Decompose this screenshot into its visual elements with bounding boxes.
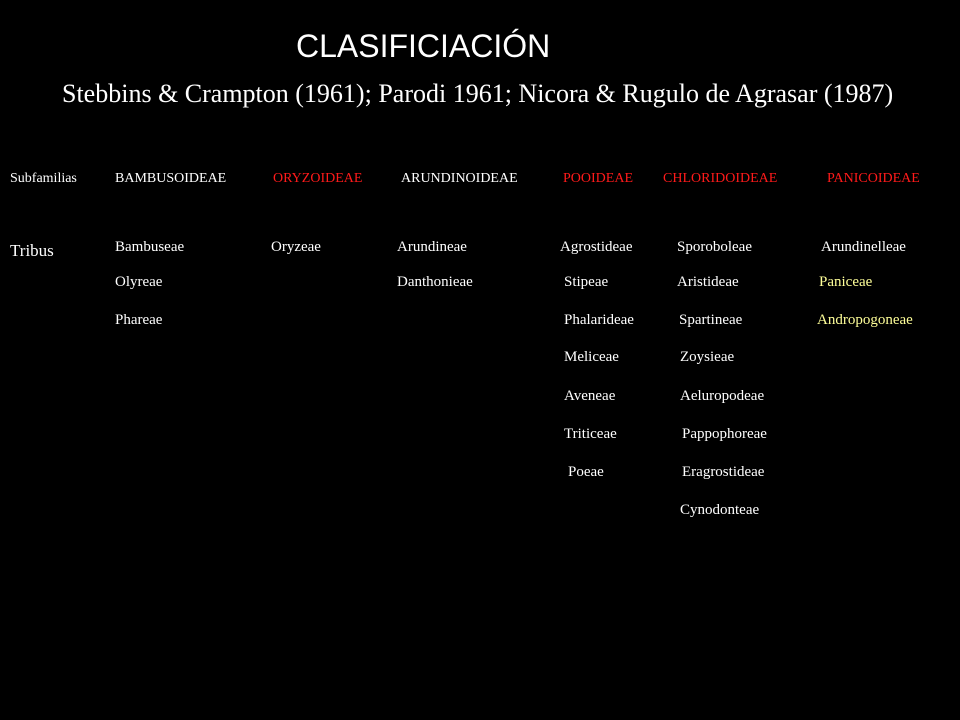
tribe-item: Arundineae	[397, 239, 467, 255]
tribe-item: Phareae	[115, 312, 163, 328]
subfamily-arundinoideae: ARUNDINOIDEAE	[401, 171, 518, 186]
tribe-item: Sporoboleae	[677, 239, 752, 255]
subfamily-panicoideae: PANICOIDEAE	[827, 171, 920, 186]
tribus-label: Tribus	[10, 241, 54, 260]
tribe-item: Phalarideae	[564, 312, 634, 328]
tribe-item: Oryzeae	[271, 239, 321, 255]
tribe-item: Poeae	[568, 464, 604, 480]
tribe-item: Danthonieae	[397, 274, 473, 290]
tribe-item: Triticeae	[564, 426, 617, 442]
tribe-item: Meliceae	[564, 349, 619, 365]
tribe-item: Olyreae	[115, 274, 163, 290]
tribe-item: Aristideae	[677, 274, 739, 290]
tribe-item: Eragrostideae	[682, 464, 765, 480]
tribe-item: Zoysieae	[680, 349, 735, 365]
subfamily-chloridoideae: CHLORIDOIDEAE	[663, 171, 778, 186]
subfamilias-label: Subfamilias	[10, 171, 77, 186]
tribe-item: Cynodonteae	[680, 502, 760, 518]
page-title: CLASIFICIACIÓN	[296, 28, 551, 64]
subfamily-bambusoideae: BAMBUSOIDEAE	[115, 171, 227, 186]
tribe-item: Andropogoneae	[817, 312, 913, 328]
subfamily-pooideae: POOIDEAE	[563, 171, 633, 186]
tribe-item: Arundinelleae	[821, 239, 906, 255]
tribe-item: Aveneae	[564, 388, 616, 404]
page-subtitle: Stebbins & Crampton (1961); Parodi 1961; Nicora & Rugulo de Agrasar (1987)	[62, 79, 894, 108]
tribe-item: Aeluropodeae	[680, 388, 765, 404]
tribe-item: Agrostideae	[560, 239, 633, 255]
tribe-item: Bambuseae	[115, 239, 185, 255]
tribe-item: Stipeae	[564, 274, 609, 290]
tribe-item: Pappophoreae	[682, 426, 767, 442]
tribe-item: Paniceae	[819, 274, 873, 290]
tribe-item: Spartineae	[679, 312, 743, 328]
subfamily-oryzoideae: ORYZOIDEAE	[273, 171, 363, 186]
